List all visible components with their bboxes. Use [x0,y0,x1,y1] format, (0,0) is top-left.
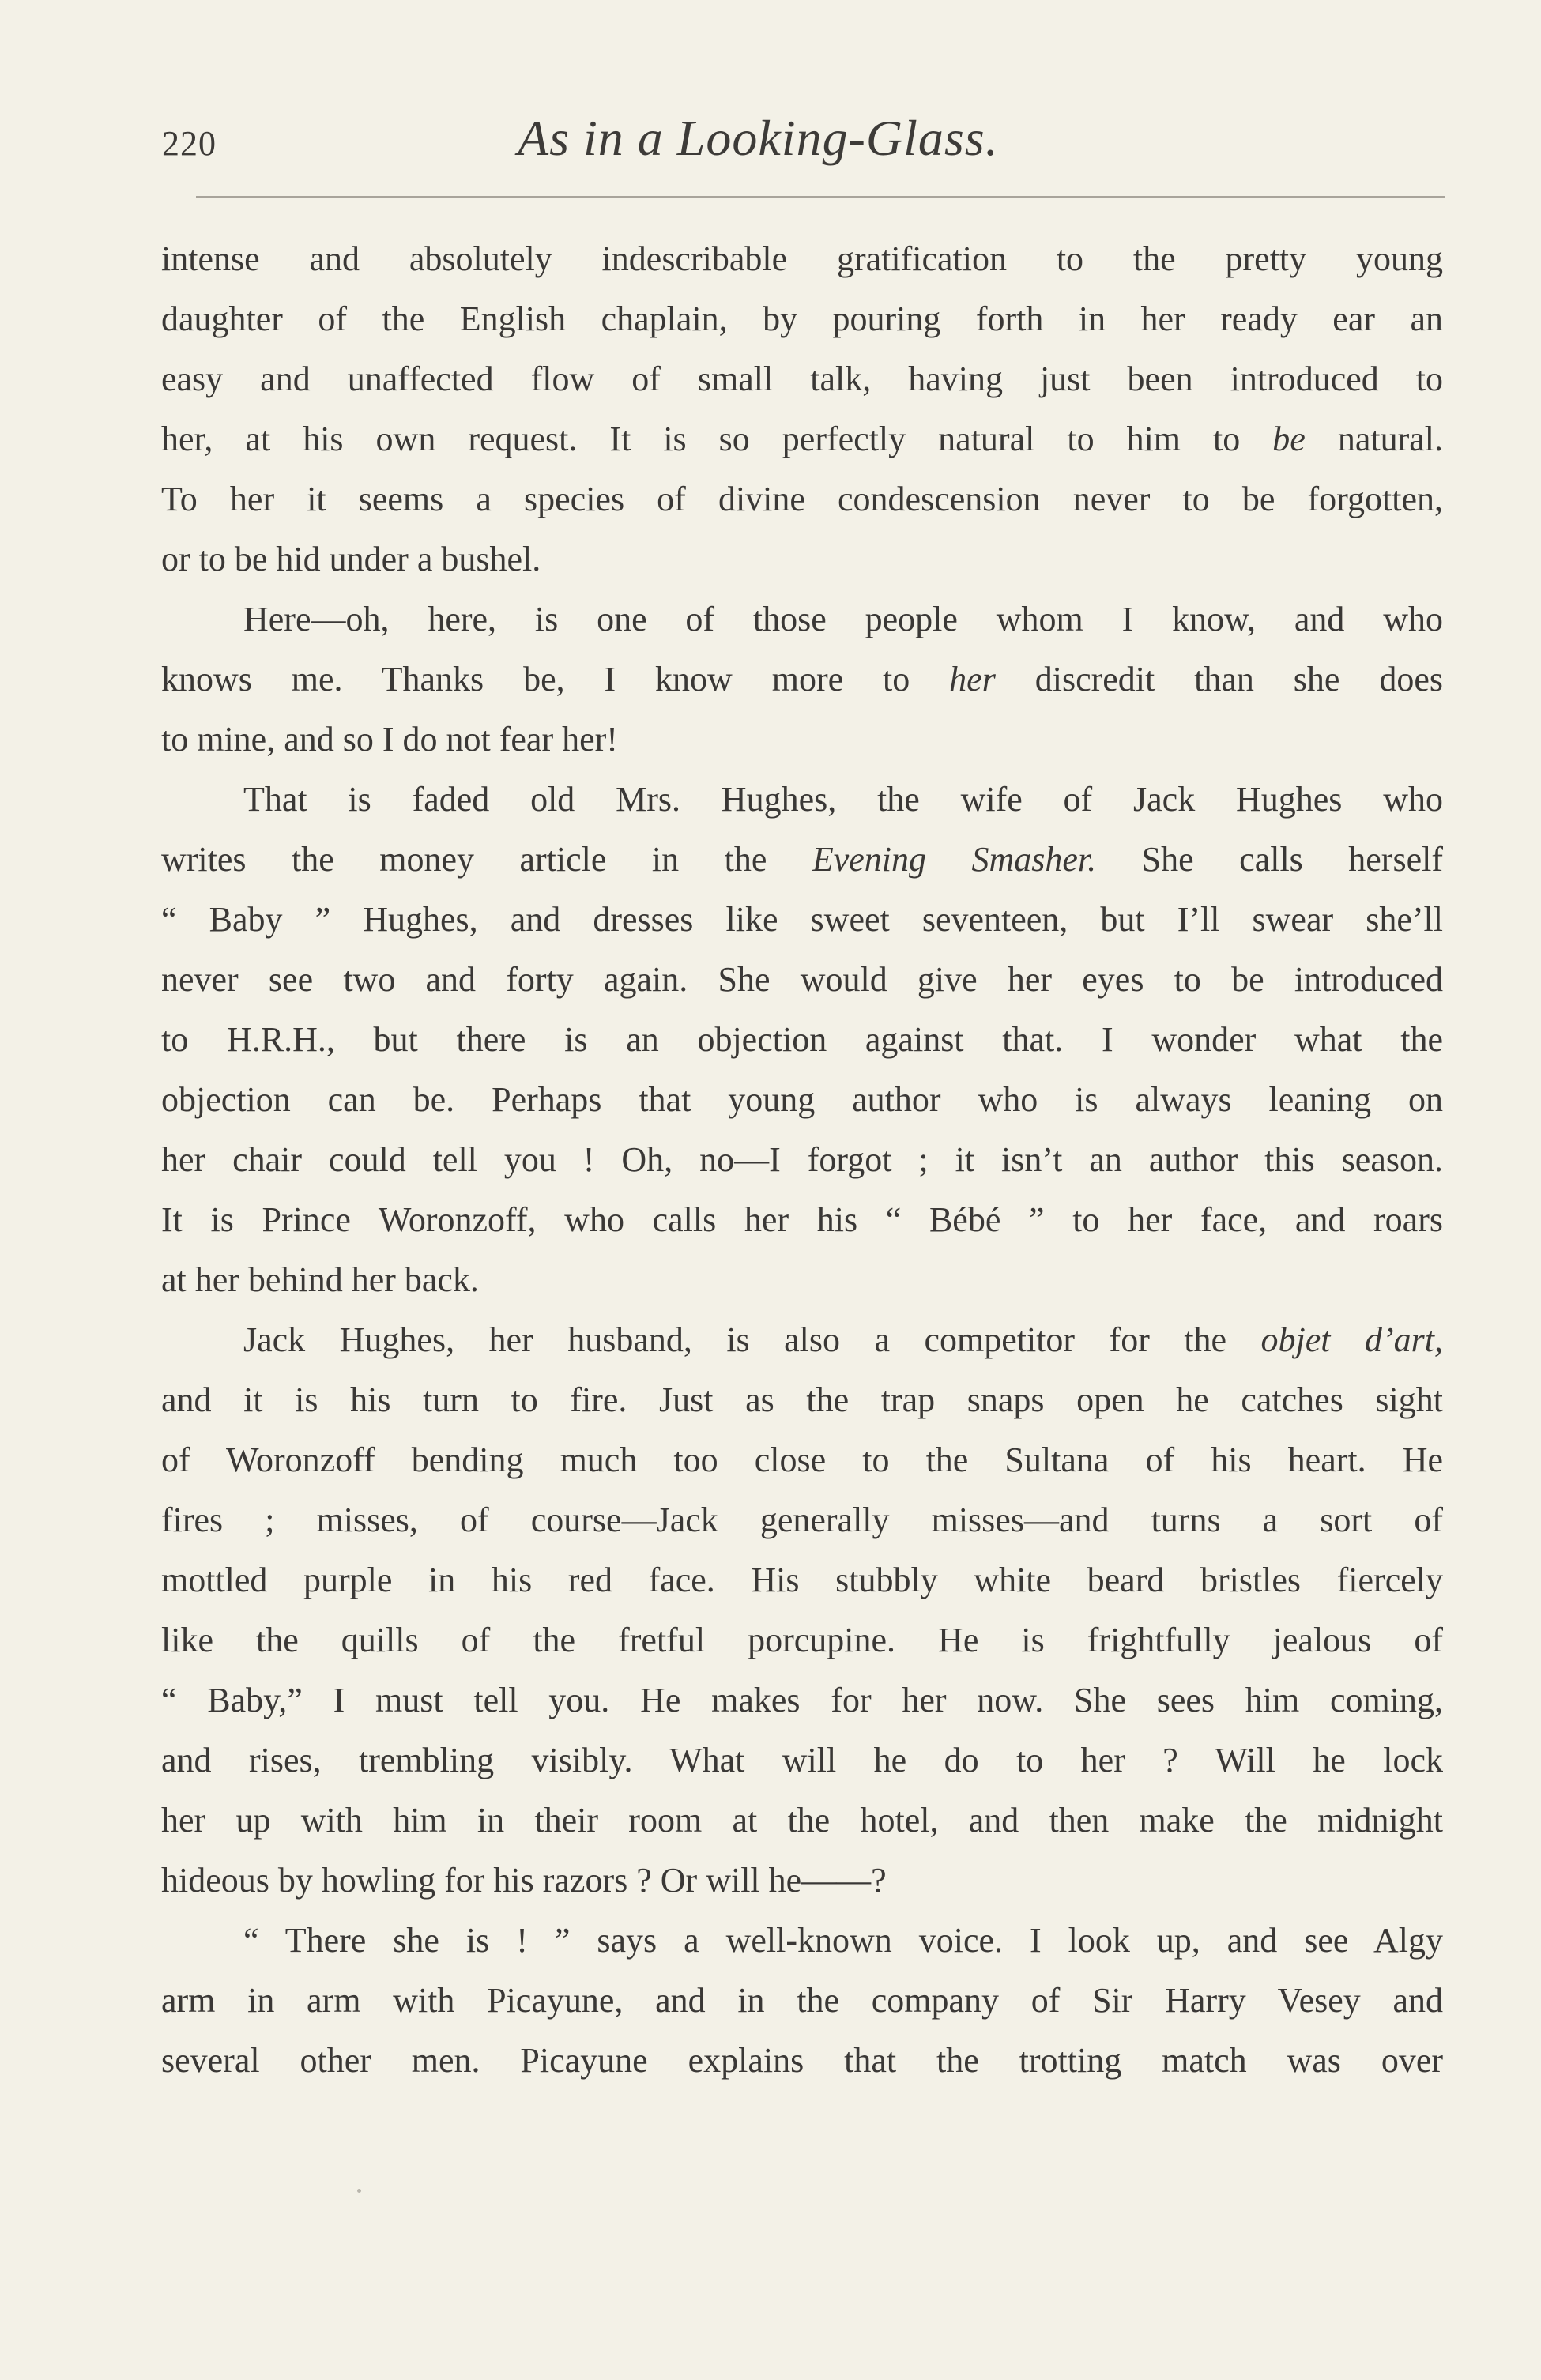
text-run: Here—oh, here, is one of those people whom I know, and who [243,600,1443,638]
text-line [161,1791,1443,1851]
paragraph [161,1310,1443,1911]
text-run: writes the money article in the [161,840,812,879]
text-run: That is faded old Mrs. Hughes, the wife of Jack Hughes who [243,780,1443,819]
paragraph [161,589,1443,770]
text-line [161,589,1443,650]
text-run: like the quills of the fretful porcupine. He is frightfully jealous of [161,1621,1443,1659]
text-run: “ Baby,” I must tell you. He makes for her now. She sees him coming, [161,1681,1443,1719]
text-run: Jack Hughes, her husband, is also a competitor for the [243,1320,1261,1359]
text-run: hideous by howling for his razors ? Or will he——? [161,1861,887,1900]
text-run: “ Baby ” Hughes, and dresses like sweet seventeen, but I’ll swear she’ll [161,900,1443,939]
italic-text: be [1272,420,1306,458]
text-line [161,229,1443,289]
text-run: “ There she is ! ” says a well-known voice. I look up, and see Algy [243,1921,1443,1960]
text-run: and it is his turn to fire. Just as the trap snaps open he catches sight [161,1380,1443,1419]
text-run: of Woronzoff bending much too close to the Sultana of his heart. He [161,1440,1443,1479]
paragraph [161,770,1443,1310]
text-line [161,650,1443,710]
text-run: To her it seems a species of divine condescension never to be forgotten, [161,480,1443,518]
text-run: at her behind her back. [161,1260,479,1299]
page-number: 220 [162,124,217,163]
text-line [161,1490,1443,1550]
page-header [162,109,1442,172]
text-line [161,950,1443,1010]
text-line [161,1310,1443,1370]
text-run: It is Prince Woronzoff, who calls her his “ Bébé ” to her face, and roars [161,1200,1443,1239]
text-run: arm in arm with Picayune, and in the company of Sir Harry Vesey and [161,1981,1443,2020]
text-line [161,1010,1443,1070]
text-run: her up with him in their room at the hotel, and then make the midnight [161,1801,1443,1840]
paper-speck [357,2189,361,2193]
text-line [161,1190,1443,1250]
text-run: easy and unaffected flow of small talk, having just been introduced to [161,360,1443,398]
text-line [161,469,1443,529]
text-line [161,2031,1443,2091]
text-line [161,1250,1443,1310]
text-run: objection can be. Perhaps that young author who is always leaning on [161,1080,1443,1119]
text-line [161,1730,1443,1791]
running-title: As in a Looking-Glass. [518,110,999,166]
text-run: or to be hid under a bushel. [161,540,541,578]
text-run: knows me. Thanks be, I know more to [161,660,950,699]
text-run: fires ; misses, of course—Jack generally misses—and turns a sort of [161,1501,1443,1539]
text-run: her chair could tell you ! Oh, no—I forgot ; it isn’t an author this season. [161,1140,1443,1179]
text-line [161,1130,1443,1190]
text-run: her, at his own request. It is so perfectly natural to him to [161,420,1273,458]
paragraph [161,229,1443,589]
text-run: to H.R.H., but there is an objection against that. I wonder what the [161,1020,1443,1059]
paragraph [161,1911,1443,2091]
text-run: She calls herself [1096,840,1443,879]
header-rule [196,196,1445,198]
text-run: never see two and forty again. She would give her eyes to be introduced [161,960,1443,999]
text-line [161,1610,1443,1670]
text-line [161,289,1443,349]
text-line [161,1971,1443,2031]
text-line [161,830,1443,890]
text-run: natural. [1305,420,1443,458]
italic-text: objet d’art, [1260,1320,1443,1359]
text-line [161,409,1443,469]
text-run: discredit than she does [995,660,1443,699]
text-line [161,890,1443,950]
text-run: mottled purple in his red face. His stubbly white beard bristles fiercely [161,1561,1443,1599]
body-text [161,229,1443,2091]
text-line [161,1911,1443,1971]
text-run: intense and absolutely indescribable gratification to the pretty young [161,239,1443,278]
italic-text: Evening Smasher. [812,840,1097,879]
text-line [161,1670,1443,1730]
text-line [161,1430,1443,1490]
text-line [161,349,1443,409]
text-line [161,1070,1443,1130]
text-run: daughter of the English chaplain, by pouring forth in her ready ear an [161,299,1443,338]
italic-text: her [949,660,996,699]
text-run: several other men. Picayune explains that the trotting match was over [161,2041,1443,2080]
text-line [161,710,1443,770]
text-line [161,770,1443,830]
text-run: to mine, and so I do not fear her! [161,720,618,759]
text-line [161,1550,1443,1610]
text-line [161,1370,1443,1430]
text-line [161,529,1443,589]
text-line [161,1851,1443,1911]
text-run: and rises, trembling visibly. What will he do to her ? Will he lock [161,1741,1443,1779]
